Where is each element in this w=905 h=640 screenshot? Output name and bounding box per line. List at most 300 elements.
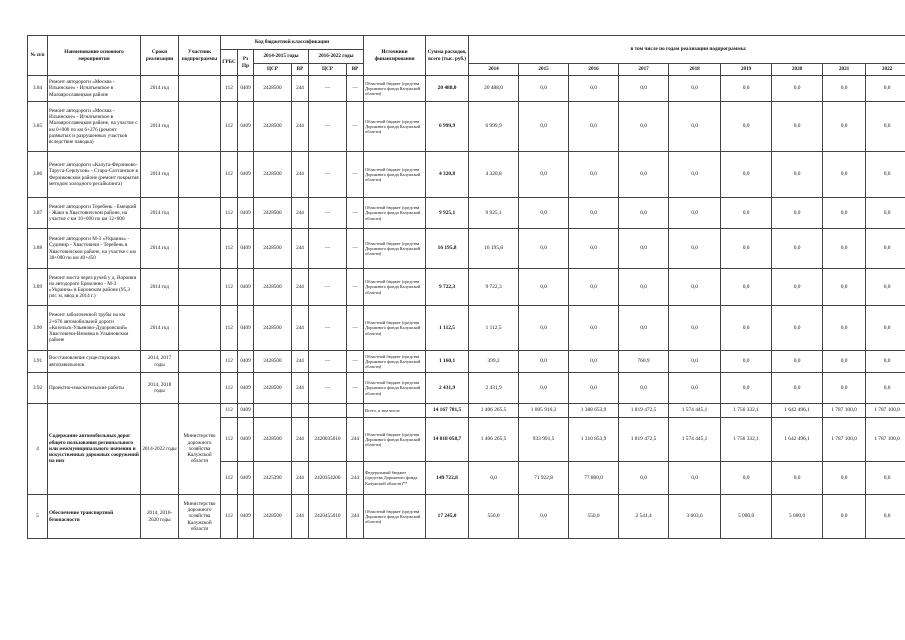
row-rzpr: 0409	[238, 351, 254, 373]
row-participant	[179, 198, 221, 229]
row-source: Областной бюджет (средства Дорожного фонда Калужской области)	[364, 495, 426, 539]
row-year-value: 0,0	[519, 76, 569, 102]
row-year-value: 0,0	[519, 229, 569, 269]
row-name: Ремонт заболоченной трубы на км 2+676 автомобильной дороги «Козельск-Ульяново-Дудоровский» Хвастовичи-Вязовна в Ульяновском районе	[48, 306, 141, 351]
row-year-value: 1 112,5	[469, 306, 519, 351]
row-csr-1: 2428500	[254, 306, 292, 351]
row-year-value: 1 787 100,0	[823, 404, 866, 418]
row-name: Ремонт автодороги «Москва - Ильинское» - Игнатьевское в Малоярославецком районе	[48, 76, 141, 102]
row-year-value: 0,0	[519, 306, 569, 351]
row-csr-2: —	[309, 269, 347, 306]
header-total: Сумма расходов, всего (тыс. руб.)	[426, 36, 469, 76]
row-source: Областной бюджет (средства Дорожного фонда Калужской области)	[364, 269, 426, 306]
row-vr-2: —	[347, 306, 364, 351]
row-csr-1: 2428500	[254, 102, 292, 152]
row-year-value: 0,0	[823, 198, 866, 229]
row-year-value: 0,0	[519, 269, 569, 306]
row-number: 3.92	[28, 373, 48, 404]
row-term: 2014 год	[141, 152, 179, 198]
row-year-value: 0,0	[823, 495, 866, 539]
row-term: 2014 год	[141, 229, 179, 269]
row-csr-2: —	[309, 198, 347, 229]
header-term: Сроки реализации	[141, 36, 179, 76]
row-grbs: 112	[221, 306, 238, 351]
row-grbs: 112	[221, 404, 238, 418]
row-year-value: 0,0	[823, 306, 866, 351]
row-year-value: 0,0	[569, 198, 619, 229]
header-num: № п/п	[28, 36, 48, 76]
row-participant	[179, 152, 221, 198]
table-row	[28, 198, 905, 229]
row-csr-1: 2428500	[254, 495, 292, 539]
row-participant: Министерство дорожного хозяйства Калужской области	[179, 404, 221, 495]
row-name: Ремонт автодороги «Москва - Ильинское» - Игнатьевское в Малоярославецком районе, на участке с км 0+000 по км 6+276 (ремонт размытых и разрушенных участков вследствие паводка)	[48, 102, 141, 152]
row-year-value: 0,0	[619, 198, 669, 229]
table-row	[28, 495, 905, 539]
row-csr-1: 2425390	[254, 462, 292, 495]
row-year-value: 6 999,9	[469, 102, 519, 152]
row-year-value: 0,0	[669, 351, 721, 373]
row-year-value: 0,0	[519, 152, 569, 198]
row-vr-1: 244	[292, 198, 309, 229]
row-vr-1: 244	[292, 351, 309, 373]
row-source: Федеральный бюджет (средства Дорожного фонда Калужской области)**	[364, 462, 426, 495]
row-name: Ремонт автодороги Теребень - Емецкий - Жаки в Хвастовичском районе, на участке с км 10+000 по км 12+800	[48, 198, 141, 229]
row-year-value: 0,0	[772, 306, 823, 351]
row-year-value: 0,0	[519, 373, 569, 404]
row-number: 3.86	[28, 152, 48, 198]
row-vr-1: 244	[292, 102, 309, 152]
row-year-value: 399,2	[469, 351, 519, 373]
row-source: Областной бюджет (средства Дорожного фонда Калужской области)	[364, 229, 426, 269]
row-year-value: 0,0	[619, 152, 669, 198]
row-rzpr: 0409	[238, 306, 254, 351]
row-term: 2014, 2017 годы	[141, 351, 179, 373]
row-vr-2: —	[347, 76, 364, 102]
row-vr-1: 244	[292, 76, 309, 102]
row-year-value: 0,0	[569, 269, 619, 306]
row-name: Содержание автомобильных дорог общего пользования регионального или межмуниципального значения и искусственных дорожных сооружений на них	[48, 404, 141, 495]
row-total: 149 722,8	[426, 462, 469, 495]
row-year-value: 0,0	[772, 462, 823, 495]
row-year-value: 1 406 265,5	[469, 404, 519, 418]
header-csr-2: ЦСР	[309, 64, 347, 76]
table-header	[28, 36, 905, 76]
row-year-value: 0,0	[866, 102, 905, 152]
row-vr-1: 244	[292, 462, 309, 495]
row-year-value: 0,0	[721, 269, 772, 306]
row-grbs: 112	[221, 373, 238, 404]
row-year-value: 550,0	[569, 495, 619, 539]
row-total: 4 320,8	[426, 152, 469, 198]
row-year-value: 0,0	[823, 229, 866, 269]
row-year-value: 0,0	[569, 76, 619, 102]
row-participant: Министерство дорожного хозяйства Калужской области	[179, 495, 221, 539]
row-year-value: 0,0	[823, 351, 866, 373]
budget-table-sheet	[27, 35, 905, 539]
row-vr-2: —	[347, 373, 364, 404]
row-year-value: 0,0	[669, 306, 721, 351]
row-total: 17 245,0	[426, 495, 469, 539]
row-name: Восстановление существующих автопавильонов	[48, 351, 141, 373]
row-csr-2: 2420354200	[309, 462, 347, 495]
row-csr-2: —	[309, 152, 347, 198]
row-year-value: 0,0	[669, 269, 721, 306]
table-row	[28, 229, 905, 269]
row-year-value: 0,0	[669, 462, 721, 495]
row-participant	[179, 373, 221, 404]
row-vr-2: —	[347, 229, 364, 269]
row-year-value: 0,0	[721, 198, 772, 229]
row-source: Областной бюджет (средства Дорожного фонда Калужской области)	[364, 152, 426, 198]
row-year-value: 0,0	[772, 102, 823, 152]
table-body	[28, 76, 905, 539]
row-year-value: 0,0	[721, 102, 772, 152]
row-participant	[179, 269, 221, 306]
row-year-value: 0,0	[569, 229, 619, 269]
row-total: 1 112,5	[426, 306, 469, 351]
row-year-value: 77 800,0	[569, 462, 619, 495]
header-vr-1: ВР	[292, 64, 309, 76]
row-vr-2: 244	[347, 418, 364, 462]
row-year-value: 0,0	[866, 198, 905, 229]
row-year-value: 0,0	[772, 373, 823, 404]
row-year-value: 0,0	[823, 373, 866, 404]
row-year-value: 1 787 100,0	[823, 418, 866, 462]
header-year-2014: 2014	[469, 64, 519, 76]
row-year-value: 0,0	[823, 462, 866, 495]
table-row	[28, 152, 905, 198]
row-total: 9 722,3	[426, 269, 469, 306]
row-total: 6 999,9	[426, 102, 469, 152]
row-year-value: 0,0	[669, 76, 721, 102]
row-grbs: 112	[221, 495, 238, 539]
header-year-2015: 2015	[519, 64, 569, 76]
header-csr-1: ЦСР	[254, 64, 292, 76]
header-rzpr: Рз Пр	[238, 50, 254, 76]
table-row	[28, 351, 905, 373]
row-year-value: 0,0	[669, 198, 721, 229]
row-grbs: 112	[221, 418, 238, 462]
row-total: 14 018 058,7	[426, 418, 469, 462]
row-csr-2: —	[309, 351, 347, 373]
row-participant	[179, 76, 221, 102]
row-year-value: 0,0	[866, 152, 905, 198]
row-name: Обеспечение транспортной безопасности	[48, 495, 141, 539]
row-grbs: 112	[221, 102, 238, 152]
row-number: 4	[28, 404, 48, 495]
row-participant	[179, 102, 221, 152]
row-rzpr: 0409	[238, 373, 254, 404]
header-period-1: 2014-2015 годы	[254, 50, 309, 64]
row-csr-2	[309, 404, 347, 418]
row-year-value: 0,0	[721, 229, 772, 269]
budget-table	[27, 35, 905, 539]
row-rzpr: 0409	[238, 269, 254, 306]
header-year-2016: 2016	[569, 64, 619, 76]
row-year-value: 0,0	[519, 495, 569, 539]
row-vr-1: 244	[292, 229, 309, 269]
row-year-value: 0,0	[519, 351, 569, 373]
row-rzpr: 0409	[238, 152, 254, 198]
row-csr-2: —	[309, 306, 347, 351]
row-rzpr: 0409	[238, 229, 254, 269]
row-year-value: 0,0	[721, 462, 772, 495]
table-row	[28, 404, 905, 418]
header-participant: Участник подпрограммы	[179, 36, 221, 76]
row-year-value: 1 388 653,9	[569, 404, 619, 418]
row-participant	[179, 229, 221, 269]
row-csr-2: —	[309, 102, 347, 152]
row-term: 2014 год	[141, 306, 179, 351]
row-year-value: 0,0	[669, 373, 721, 404]
row-source: Областной бюджет (средства Дорожного фонда Калужской области)	[364, 306, 426, 351]
header-year-2022: 2022	[866, 64, 905, 76]
row-number: 3.87	[28, 198, 48, 229]
row-vr-2: 244	[347, 462, 364, 495]
row-csr-2: —	[309, 229, 347, 269]
table-row	[28, 269, 905, 306]
row-year-value: 0,0	[721, 306, 772, 351]
row-year-value: 1 756 332,1	[721, 404, 772, 418]
row-year-value: 0,0	[772, 351, 823, 373]
row-csr-2: —	[309, 76, 347, 102]
row-year-value: 0,0	[866, 269, 905, 306]
row-source: Областной бюджет (средства Дорожного фонда Калужской области)	[364, 102, 426, 152]
row-year-value: 71 922,8	[519, 462, 569, 495]
row-term: 2014 год	[141, 76, 179, 102]
row-year-value: 0,0	[619, 373, 669, 404]
row-number: 3.88	[28, 229, 48, 269]
row-rzpr: 0409	[238, 76, 254, 102]
row-csr-1: 2428500	[254, 152, 292, 198]
row-vr-1: 244	[292, 418, 309, 462]
row-year-value: 0,0	[669, 152, 721, 198]
row-year-value: 1 819 472,5	[619, 418, 669, 462]
row-csr-2: 2420455010	[309, 495, 347, 539]
row-grbs: 112	[221, 351, 238, 373]
header-year-2019: 2019	[721, 64, 772, 76]
row-year-value: 9 925,1	[469, 198, 519, 229]
row-year-value: 1 310 853,9	[569, 418, 619, 462]
row-year-value: 0,0	[772, 198, 823, 229]
row-year-value: 1 574 445,1	[669, 404, 721, 418]
row-year-value: 0,0	[866, 495, 905, 539]
row-csr-1	[254, 404, 292, 418]
row-csr-1: 2428500	[254, 198, 292, 229]
header-sources: Источники финансирования	[364, 36, 426, 76]
row-name: Проектно-изыскательские работы	[48, 373, 141, 404]
row-rzpr: 0409	[238, 198, 254, 229]
row-year-value: 1 787 100,0	[866, 404, 905, 418]
row-csr-1: 2428500	[254, 418, 292, 462]
row-name: Ремонт автодороги М-3 «Украина» - Судимир - Хвастовичи - Теребень в Хвастовичском районе, на участке с км 38+000 по км 40+450	[48, 229, 141, 269]
row-source: Областной бюджет (средства Дорожного фонда Калужской области)	[364, 373, 426, 404]
row-year-value: 0,0	[866, 229, 905, 269]
row-year-value: 0,0	[619, 102, 669, 152]
row-year-value: 0,0	[619, 306, 669, 351]
table-row	[28, 373, 905, 404]
row-year-value: 0,0	[772, 269, 823, 306]
row-year-value: 1 574 445,1	[669, 418, 721, 462]
row-term: 2014, 2016-2020 годы	[141, 495, 179, 539]
row-year-value: 4 320,8	[469, 152, 519, 198]
row-vr-2: —	[347, 351, 364, 373]
row-year-value: 20 488,0	[469, 76, 519, 102]
row-csr-1: 2428500	[254, 351, 292, 373]
row-source: Областной бюджет (средства Дорожного фонда Калужской области)	[364, 198, 426, 229]
row-year-value: 1 005 916,3	[519, 404, 569, 418]
row-year-value: 0,0	[569, 373, 619, 404]
row-year-value: 0,0	[866, 462, 905, 495]
row-number: 3.84	[28, 76, 48, 102]
row-year-value: 3 603,6	[669, 495, 721, 539]
row-year-value: 0,0	[619, 229, 669, 269]
row-vr-2: —	[347, 198, 364, 229]
row-year-value: 5 000,0	[772, 495, 823, 539]
row-vr-1: 244	[292, 373, 309, 404]
row-csr-1: 2428500	[254, 76, 292, 102]
row-rzpr: 0409	[238, 418, 254, 462]
row-year-value: 0,0	[721, 152, 772, 198]
row-total: 20 488,0	[426, 76, 469, 102]
row-number: 3.90	[28, 306, 48, 351]
header-year-2021: 2021	[823, 64, 866, 76]
table-row	[28, 102, 905, 152]
row-number: 3.85	[28, 102, 48, 152]
row-year-value: 1 642 496,1	[772, 404, 823, 418]
row-year-value: 550,0	[469, 495, 519, 539]
row-year-value: 9 722,3	[469, 269, 519, 306]
header-budget-code: Код бюджетной классификации	[221, 36, 364, 50]
row-grbs: 112	[221, 269, 238, 306]
row-year-value: 933 991,5	[519, 418, 569, 462]
row-year-value: 0,0	[823, 102, 866, 152]
row-year-value: 0,0	[669, 229, 721, 269]
row-source: Областной бюджет (средства Дорожного фонда Калужской области)	[364, 418, 426, 462]
row-number: 5	[28, 495, 48, 539]
row-total: 2 431,9	[426, 373, 469, 404]
header-year-2017: 2017	[619, 64, 669, 76]
row-year-value: 0,0	[866, 351, 905, 373]
row-year-value: 0,0	[823, 269, 866, 306]
row-vr-2	[347, 404, 364, 418]
row-year-value: 0,0	[569, 102, 619, 152]
row-year-value: 1 819 472,5	[619, 404, 669, 418]
row-vr-1: 244	[292, 152, 309, 198]
row-vr-1	[292, 404, 309, 418]
row-term: 2014 год	[141, 102, 179, 152]
row-year-value: 0,0	[823, 152, 866, 198]
row-year-value: 2 541,4	[619, 495, 669, 539]
row-year-value: 0,0	[619, 462, 669, 495]
row-grbs: 112	[221, 76, 238, 102]
header-year-2018: 2018	[669, 64, 721, 76]
row-year-value: 0,0	[866, 306, 905, 351]
row-year-value: 1 787 100,0	[866, 418, 905, 462]
row-year-value: 0,0	[823, 76, 866, 102]
row-vr-2: —	[347, 152, 364, 198]
row-year-value: 1 756 332,1	[721, 418, 772, 462]
row-csr-1: 2428500	[254, 373, 292, 404]
header-period-2: 2016-2022 годы	[309, 50, 364, 64]
row-year-value: 0,0	[619, 76, 669, 102]
row-year-value: 0,0	[569, 351, 619, 373]
row-grbs: 112	[221, 198, 238, 229]
row-year-value: 0,0	[519, 102, 569, 152]
row-grbs: 112	[221, 229, 238, 269]
row-year-value: 0,0	[619, 269, 669, 306]
row-source: Всего, в том числе	[364, 404, 426, 418]
row-year-value: 0,0	[721, 76, 772, 102]
row-year-value: 0,0	[721, 351, 772, 373]
table-row	[28, 76, 905, 102]
row-total: 16 195,8	[426, 229, 469, 269]
row-vr-1: 244	[292, 495, 309, 539]
row-number: 3.89	[28, 269, 48, 306]
header-by-years: в том числе по годам реализации подпрограммы:	[469, 36, 905, 64]
row-vr-2: —	[347, 269, 364, 306]
row-source: Областной бюджет (средства Дорожного фонда Калужской области)	[364, 76, 426, 102]
row-term: 2014 год	[141, 198, 179, 229]
row-csr-1: 2428500	[254, 269, 292, 306]
row-csr-1: 2428500	[254, 229, 292, 269]
row-year-value: 0,0	[469, 462, 519, 495]
row-grbs: 112	[221, 462, 238, 495]
table-row	[28, 306, 905, 351]
row-year-value: 2 431,9	[469, 373, 519, 404]
row-vr-1: 244	[292, 269, 309, 306]
row-year-value: 0,0	[866, 76, 905, 102]
header-year-2020: 2020	[772, 64, 823, 76]
row-year-value: 0,0	[772, 76, 823, 102]
row-term: 2014, 2018 годы	[141, 373, 179, 404]
row-year-value: 0,0	[772, 152, 823, 198]
row-name: Ремонт автодороги «Калуга-Ферзиково-Таруса-Серпухов» - Старо-Салтанское в Ферзиковском районе (ремонт покрытия методом холодного ресайклинга)	[48, 152, 141, 198]
row-total: 14 167 781,5	[426, 404, 469, 418]
row-participant	[179, 351, 221, 373]
row-year-value: 0,0	[519, 198, 569, 229]
row-year-value: 16 195,8	[469, 229, 519, 269]
row-rzpr: 0409	[238, 462, 254, 495]
row-number: 3.91	[28, 351, 48, 373]
row-rzpr: 0409	[238, 102, 254, 152]
row-year-value: 5 000,0	[721, 495, 772, 539]
row-name: Ремонт моста через ручей у д. Воронки на автодороге Ермолино - М-3 «Украина» в Боровском районе (95,3 пог. м, ввод в 2014 г.)	[48, 269, 141, 306]
row-total: 9 925,1	[426, 198, 469, 229]
row-year-value: 0,0	[866, 373, 905, 404]
row-rzpr: 0409	[238, 404, 254, 418]
row-term: 2014 год	[141, 269, 179, 306]
header-name: Наименование основного мероприятия	[48, 36, 141, 76]
row-year-value: 0,0	[569, 306, 619, 351]
row-participant	[179, 306, 221, 351]
row-csr-2: 2420035010	[309, 418, 347, 462]
row-year-value: 760,9	[619, 351, 669, 373]
row-csr-2: —	[309, 373, 347, 404]
row-grbs: 112	[221, 152, 238, 198]
row-vr-2: —	[347, 102, 364, 152]
row-source: Областной бюджет (средства Дорожного фонда Калужской области)	[364, 351, 426, 373]
header-vr-2: ВР	[347, 64, 364, 76]
row-year-value: 0,0	[569, 152, 619, 198]
row-year-value: 1 642 496,1	[772, 418, 823, 462]
row-rzpr: 0409	[238, 495, 254, 539]
header-grbs: ГРБС	[221, 50, 238, 76]
row-vr-2: 244	[347, 495, 364, 539]
row-year-value: 0,0	[772, 229, 823, 269]
row-vr-1: 244	[292, 306, 309, 351]
